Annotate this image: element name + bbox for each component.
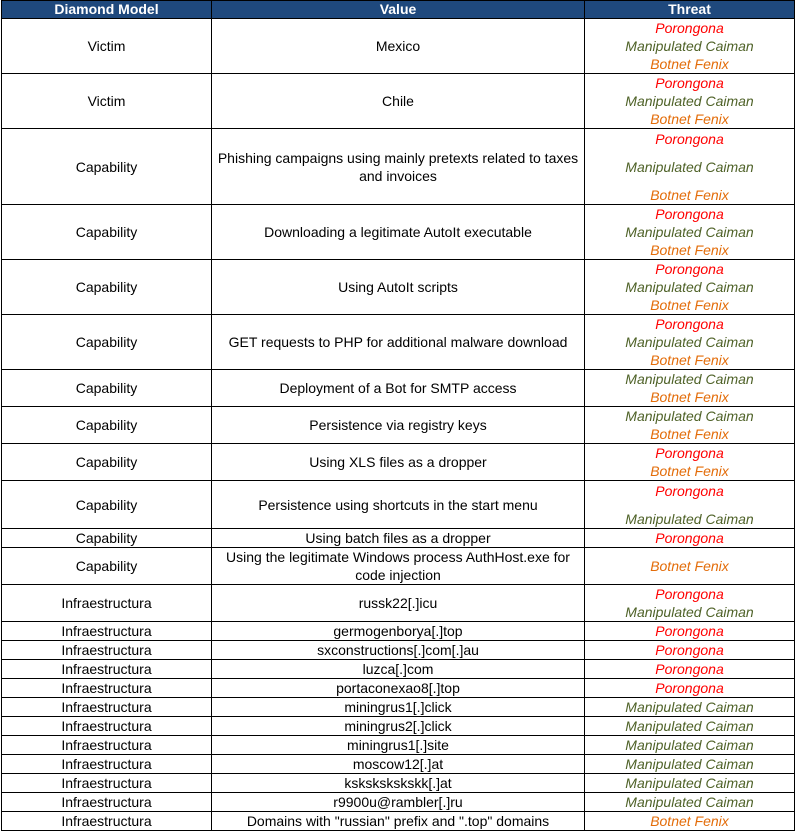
value-cell: Persistence via registry keys bbox=[212, 407, 585, 444]
threat-label: Manipulated Caiman bbox=[625, 604, 754, 620]
diamond-model-cell: Infraestructura bbox=[2, 774, 212, 793]
threat-label: Botnet Fenix bbox=[650, 56, 729, 72]
table-row bbox=[2, 260, 795, 315]
threat-cell bbox=[585, 698, 795, 717]
value-cell: miningrus1[.]click bbox=[212, 698, 585, 717]
diamond-model-cell: Infraestructura bbox=[2, 622, 212, 641]
table-row bbox=[2, 548, 795, 585]
value-cell: Using XLS files as a dropper bbox=[212, 444, 585, 481]
value-cell: germogenborya[.]top bbox=[212, 622, 585, 641]
threat-cell bbox=[585, 736, 795, 755]
table-row bbox=[2, 679, 795, 698]
header-diamond-model: Diamond Model bbox=[2, 1, 212, 19]
table-row bbox=[2, 19, 795, 74]
diamond-model-cell: Capability bbox=[2, 129, 212, 205]
diamond-model-cell: Infraestructura bbox=[2, 812, 212, 831]
threat-label: Porongona bbox=[655, 586, 724, 602]
table-row bbox=[2, 129, 795, 205]
threat-cell bbox=[585, 548, 795, 585]
threat-label: Porongona bbox=[655, 316, 724, 332]
threat-label: Botnet Fenix bbox=[650, 463, 729, 479]
value-cell: russk22[.]icu bbox=[212, 585, 585, 622]
diamond-model-cell: Infraestructura bbox=[2, 717, 212, 736]
threat-label: Manipulated Caiman bbox=[625, 38, 754, 54]
threat-label: Botnet Fenix bbox=[650, 111, 729, 127]
diamond-model-cell: Capability bbox=[2, 529, 212, 548]
diamond-model-cell: Capability bbox=[2, 370, 212, 407]
value-cell: miningrus1[.]site bbox=[212, 736, 585, 755]
value-cell: Using AutoIt scripts bbox=[212, 260, 585, 315]
diamond-model-cell: Infraestructura bbox=[2, 736, 212, 755]
diamond-model-cell: Infraestructura bbox=[2, 585, 212, 622]
value-cell: r9900u@rambler[.]ru bbox=[212, 793, 585, 812]
table-row bbox=[2, 315, 795, 370]
value-cell: sxconstructions[.]com[.]au bbox=[212, 641, 585, 660]
table-row bbox=[2, 660, 795, 679]
threat-cell bbox=[585, 717, 795, 736]
threat-label: Porongona bbox=[655, 642, 724, 658]
value-cell: Downloading a legitimate AutoIt executable bbox=[212, 205, 585, 260]
diamond-model-cell: Capability bbox=[2, 444, 212, 481]
threat-label: Manipulated Caiman bbox=[625, 718, 754, 734]
threat-label: Porongona bbox=[655, 445, 724, 461]
threat-label: Manipulated Caiman bbox=[625, 158, 754, 175]
table-row bbox=[2, 529, 795, 548]
diamond-model-cell: Capability bbox=[2, 481, 212, 529]
diamond-model-cell: Infraestructura bbox=[2, 679, 212, 698]
threat-label: Manipulated Caiman bbox=[625, 794, 754, 810]
threat-label: Porongona bbox=[655, 680, 724, 696]
table-row bbox=[2, 755, 795, 774]
threat-cell bbox=[585, 679, 795, 698]
threat-label: Botnet Fenix bbox=[650, 186, 729, 203]
threat-label: Porongona bbox=[655, 623, 724, 639]
table-row bbox=[2, 74, 795, 129]
threat-label: Porongona bbox=[655, 261, 724, 277]
header-value: Value bbox=[212, 1, 585, 19]
diamond-model-cell: Infraestructura bbox=[2, 698, 212, 717]
table-row bbox=[2, 774, 795, 793]
threat-label: Manipulated Caiman bbox=[625, 510, 754, 527]
diamond-model-cell: Infraestructura bbox=[2, 755, 212, 774]
threat-cell bbox=[585, 74, 795, 129]
threat-label: Porongona bbox=[655, 661, 724, 677]
threat-cell bbox=[585, 793, 795, 812]
threat-cell bbox=[585, 812, 795, 831]
threat-cell bbox=[585, 755, 795, 774]
threat-cell bbox=[585, 774, 795, 793]
value-cell: Domains with "russian" prefix and ".top" domains bbox=[212, 812, 585, 831]
threat-cell bbox=[585, 481, 795, 529]
value-cell: GET requests to PHP for additional malware download bbox=[212, 315, 585, 370]
threat-label: Botnet Fenix bbox=[650, 242, 729, 258]
threat-label: Porongona bbox=[655, 482, 724, 499]
threat-cell bbox=[585, 622, 795, 641]
value-cell: Deployment of a Bot for SMTP access bbox=[212, 370, 585, 407]
value-cell: Mexico bbox=[212, 19, 585, 74]
diamond-model-cell: Infraestructura bbox=[2, 660, 212, 679]
value-cell: Using batch files as a dropper bbox=[212, 529, 585, 548]
diamond-model-cell: Capability bbox=[2, 315, 212, 370]
threat-label: Porongona bbox=[655, 20, 724, 36]
threat-label: Botnet Fenix bbox=[650, 813, 729, 829]
threat-cell bbox=[585, 407, 795, 444]
diamond-model-cell: Capability bbox=[2, 205, 212, 260]
threat-label: Botnet Fenix bbox=[650, 389, 729, 405]
threat-label: Manipulated Caiman bbox=[625, 756, 754, 772]
table-row bbox=[2, 205, 795, 260]
threat-cell bbox=[585, 585, 795, 622]
diamond-model-cell: Infraestructura bbox=[2, 793, 212, 812]
table-row bbox=[2, 407, 795, 444]
diamond-model-table bbox=[1, 0, 795, 831]
value-cell: Phishing campaigns using mainly pretexts related to taxes and invoices bbox=[212, 129, 585, 205]
table-row bbox=[2, 698, 795, 717]
threat-cell bbox=[585, 641, 795, 660]
value-cell: Using the legitimate Windows process AuthHost.exe for code injection bbox=[212, 548, 585, 585]
value-cell: portaconexao8[.]top bbox=[212, 679, 585, 698]
diamond-model-cell: Capability bbox=[2, 548, 212, 585]
table-row bbox=[2, 812, 795, 831]
header-threat: Threat bbox=[585, 1, 795, 19]
threat-label: Botnet Fenix bbox=[650, 352, 729, 368]
threat-cell bbox=[585, 205, 795, 260]
threat-label: Manipulated Caiman bbox=[625, 93, 754, 109]
table-row bbox=[2, 481, 795, 529]
table-row bbox=[2, 641, 795, 660]
value-cell: Chile bbox=[212, 74, 585, 129]
value-cell: Persistence using shortcuts in the start menu bbox=[212, 481, 585, 529]
threat-label: Manipulated Caiman bbox=[625, 279, 754, 295]
threat-label: Manipulated Caiman bbox=[625, 699, 754, 715]
value-cell: luzca[.]com bbox=[212, 660, 585, 679]
threat-label: Manipulated Caiman bbox=[625, 737, 754, 753]
table-row bbox=[2, 717, 795, 736]
threat-cell bbox=[585, 370, 795, 407]
value-cell: kskskskskskk[.]at bbox=[212, 774, 585, 793]
threat-cell bbox=[585, 660, 795, 679]
diamond-model-cell: Victim bbox=[2, 19, 212, 74]
threat-label: Botnet Fenix bbox=[650, 426, 729, 442]
threat-label: Botnet Fenix bbox=[650, 297, 729, 313]
threat-label: Porongona bbox=[655, 206, 724, 222]
diamond-model-cell: Victim bbox=[2, 74, 212, 129]
value-cell: moscow12[.]at bbox=[212, 755, 585, 774]
threat-label: Botnet Fenix bbox=[650, 558, 729, 574]
value-cell: miningrus2[.]click bbox=[212, 717, 585, 736]
threat-label: Manipulated Caiman bbox=[625, 371, 754, 387]
threat-cell bbox=[585, 529, 795, 548]
table-row bbox=[2, 622, 795, 641]
table-row bbox=[2, 736, 795, 755]
threat-cell bbox=[585, 444, 795, 481]
threat-label: Manipulated Caiman bbox=[625, 334, 754, 350]
threat-label: Porongona bbox=[655, 530, 724, 546]
threat-label: Manipulated Caiman bbox=[625, 408, 754, 424]
threat-label: Manipulated Caiman bbox=[625, 775, 754, 791]
diamond-model-cell: Capability bbox=[2, 407, 212, 444]
table-row bbox=[2, 585, 795, 622]
header-row bbox=[2, 1, 795, 19]
table-row bbox=[2, 793, 795, 812]
threat-cell bbox=[585, 129, 795, 205]
table-row bbox=[2, 370, 795, 407]
threat-cell bbox=[585, 19, 795, 74]
diamond-model-cell: Infraestructura bbox=[2, 641, 212, 660]
threat-cell bbox=[585, 260, 795, 315]
threat-label: Manipulated Caiman bbox=[625, 224, 754, 240]
threat-label: Porongona bbox=[655, 130, 724, 147]
table-row bbox=[2, 444, 795, 481]
diamond-model-cell: Capability bbox=[2, 260, 212, 315]
threat-cell bbox=[585, 315, 795, 370]
threat-label: Porongona bbox=[655, 75, 724, 91]
